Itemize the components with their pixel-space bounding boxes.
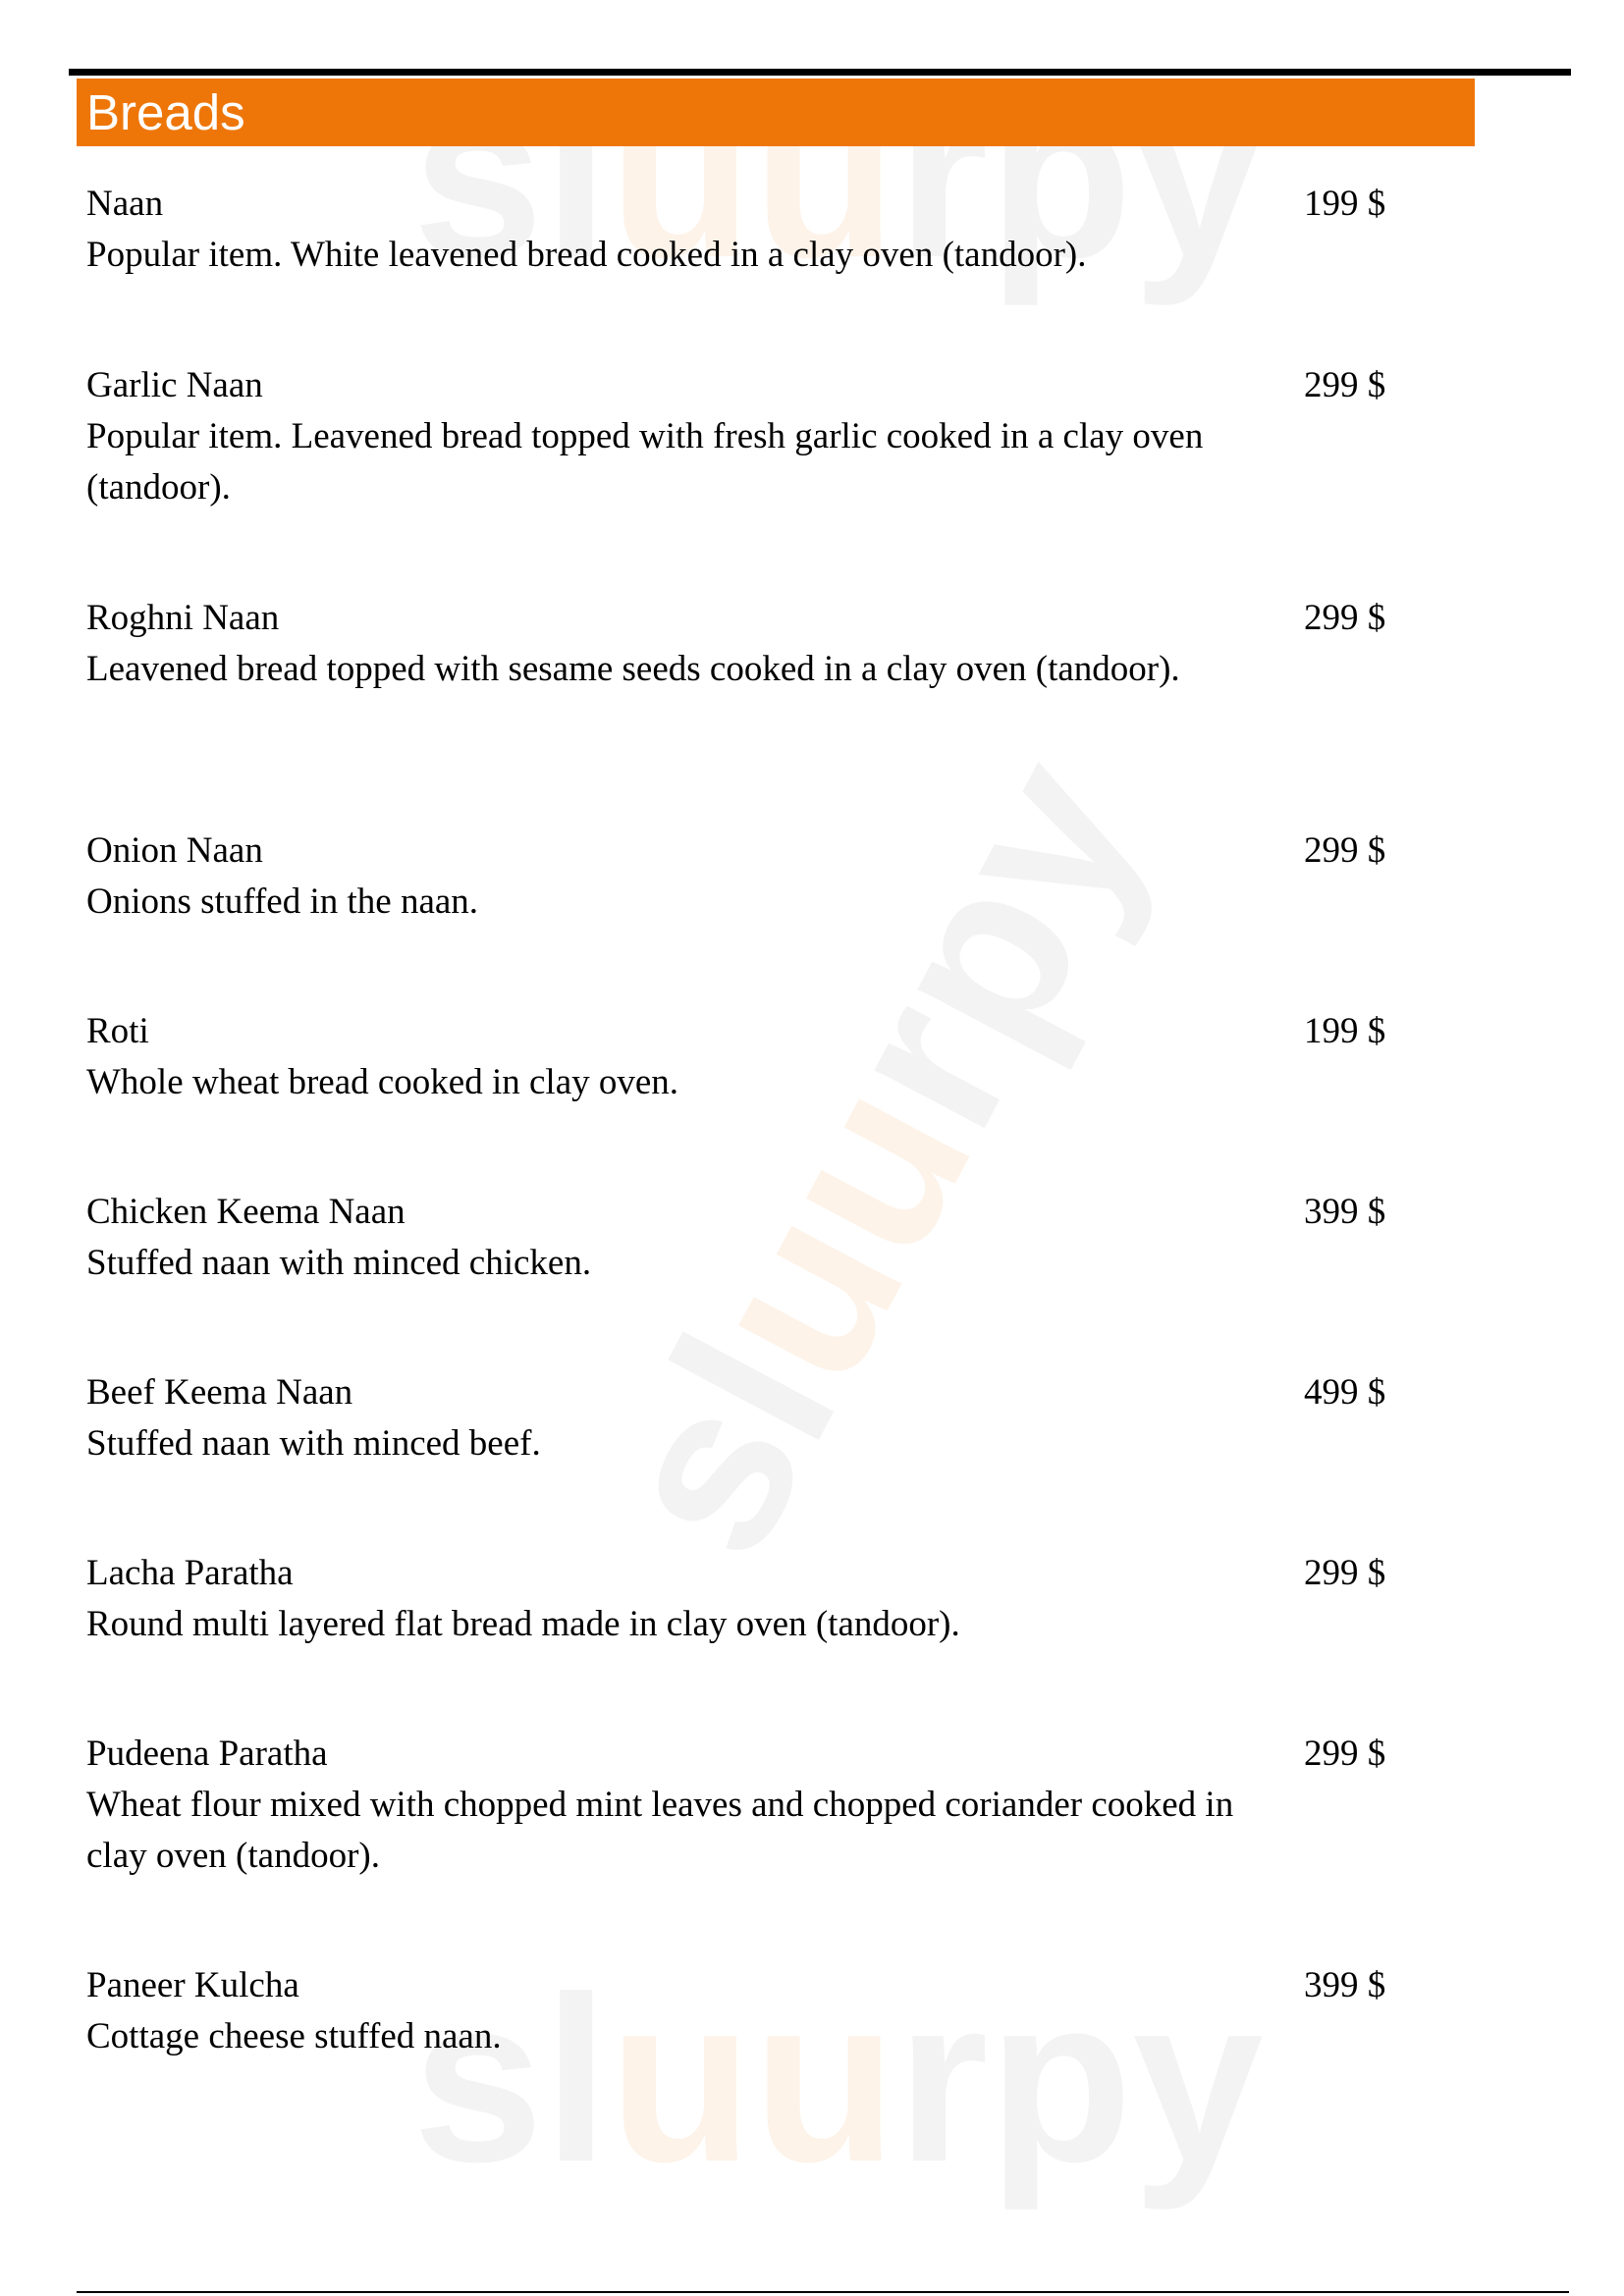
item-name: Roti — [86, 1011, 149, 1051]
menu-item — [86, 179, 1392, 360]
menu-item — [86, 360, 1392, 593]
top-divider — [69, 69, 1571, 76]
menu-item — [86, 1367, 1392, 1548]
menu-item — [86, 826, 1392, 1006]
item-price: 299 $ — [1304, 598, 1386, 638]
section-header — [77, 79, 1475, 146]
item-description: Leavened bread topped with sesame seeds cooked in a clay oven (tandoor). — [86, 649, 1180, 689]
item-price: 299 $ — [1304, 1734, 1386, 1774]
menu-item — [86, 1187, 1392, 1367]
item-price: 299 $ — [1304, 365, 1386, 405]
menu-item — [86, 1960, 1392, 2141]
item-name: Lacha Paratha — [86, 1553, 294, 1593]
item-name: Roghni Naan — [86, 598, 280, 638]
item-name: Naan — [86, 184, 164, 224]
item-name: Beef Keema Naan — [86, 1372, 353, 1413]
bottom-divider — [77, 2291, 1569, 2293]
item-price: 299 $ — [1304, 1553, 1386, 1593]
menu-item-list — [86, 179, 1392, 2141]
watermark-logo: sluurpy — [412, 43, 1264, 306]
menu-item — [86, 1006, 1392, 1187]
menu-item — [86, 1548, 1392, 1729]
watermark-logo: sluurpy — [561, 719, 1194, 1594]
item-name: Garlic Naan — [86, 365, 263, 405]
item-description: Popular item. White leavened bread cooked in a clay oven (tandoor). — [86, 235, 1087, 275]
item-price: 399 $ — [1304, 1192, 1386, 1232]
item-name: Pudeena Paratha — [86, 1734, 328, 1774]
item-name: Paneer Kulcha — [86, 1965, 299, 2005]
item-description: Stuffed naan with minced chicken. — [86, 1243, 592, 1283]
menu-item — [86, 1729, 1392, 1960]
item-description: Whole wheat bread cooked in clay oven. — [86, 1062, 679, 1102]
item-description: Round multi layered flat bread made in clay oven (tandoor). — [86, 1604, 960, 1644]
item-description: Wheat flour mixed with chopped mint leaves and chopped coriander cooked in clay oven (tandoor). — [86, 1785, 1234, 1876]
item-price: 199 $ — [1304, 184, 1386, 224]
item-description: Cottage cheese stuffed naan. — [86, 2016, 502, 2056]
item-name: Chicken Keema Naan — [86, 1192, 406, 1232]
watermark-logo: sluurpy — [412, 1948, 1264, 2211]
item-price: 299 $ — [1304, 830, 1386, 871]
item-description: Onions stuffed in the naan. — [86, 881, 479, 922]
item-price: 499 $ — [1304, 1372, 1386, 1413]
item-description: Stuffed naan with minced beef. — [86, 1423, 541, 1464]
menu-item — [86, 593, 1392, 826]
item-price: 199 $ — [1304, 1011, 1386, 1051]
section-title: Breads — [86, 84, 245, 140]
item-description: Popular item. Leavened bread topped with fresh garlic cooked in a clay oven (tandoor). — [86, 416, 1204, 507]
item-name: Onion Naan — [86, 830, 263, 871]
item-price: 399 $ — [1304, 1965, 1386, 2005]
